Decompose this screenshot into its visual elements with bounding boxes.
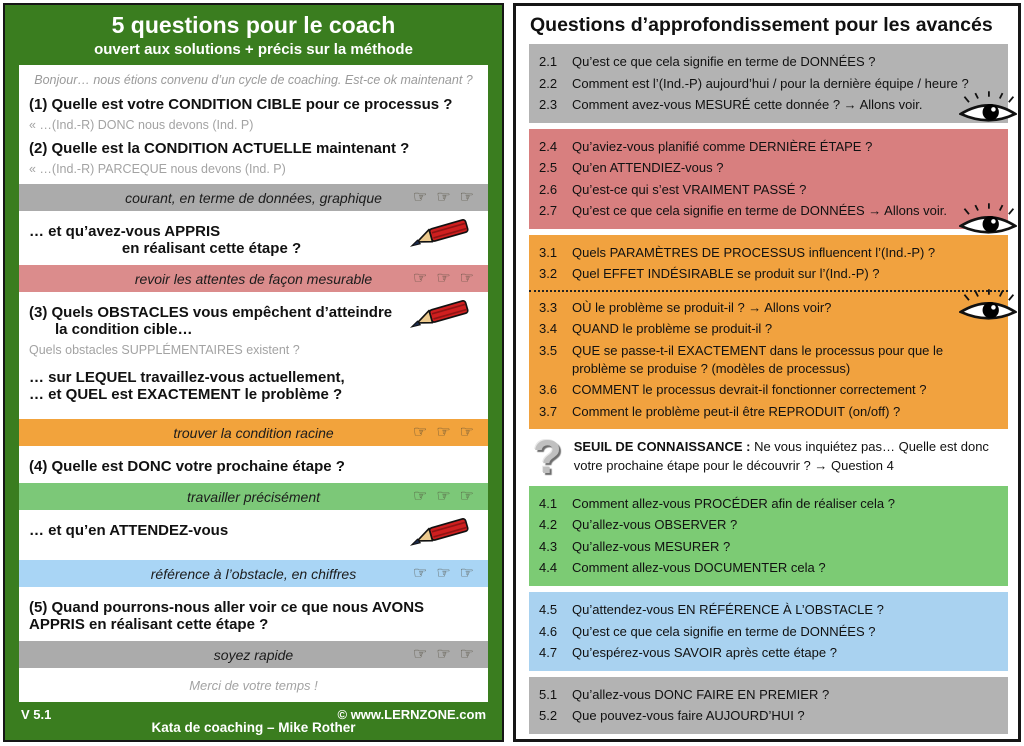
- question-item: [539, 559, 1000, 577]
- red-pencil-icon: [408, 517, 472, 553]
- coach-card-footer: [21, 707, 486, 735]
- question-item: [539, 96, 1000, 114]
- question-text: Qu’aviez-vous planifié comme DERNIÈRE ÉTAPE ?: [572, 138, 873, 154]
- question-number: 4.2: [539, 517, 558, 533]
- question-2-note: « …(Ind.-R) PARCEQUE nous devons (Ind. P): [29, 162, 286, 177]
- question-text: Comment avez-vous MESURÉ cette donnée ? → Allons voir.: [572, 97, 923, 113]
- pointing-hand-icon: ☞: [436, 188, 451, 206]
- advanced-questions-title: Questions d’approfondissement pour les avancés: [530, 14, 993, 36]
- pointing-hand-icon: ☞: [436, 487, 451, 505]
- threshold-text: [574, 435, 1008, 476]
- pointing-hand-icon: ☞: [436, 564, 451, 582]
- question-item: [539, 53, 1000, 71]
- question-number: 5.1: [539, 686, 558, 702]
- hint-bar-label: soyez rapide: [213, 646, 294, 663]
- question-item: [539, 644, 1000, 662]
- block-2-laststep: [529, 129, 1008, 229]
- pointing-hand-icon: ☞: [412, 188, 428, 206]
- hint-bar-reference: [19, 560, 488, 587]
- question-1-note: « …(Ind.-R) DONC nous devons (Ind. P): [29, 118, 254, 133]
- question-number: 4.3: [539, 538, 558, 554]
- coach-card-body: [19, 65, 488, 702]
- question-text: Comment est l’(Ind.-P) aujourd’hui / pour la dernière équipe / heure ?: [572, 75, 969, 91]
- question-mark-icon: ?: [533, 430, 562, 484]
- question-number: 5.2: [539, 708, 558, 724]
- question-item: [539, 138, 1000, 156]
- red-pencil-icon: [408, 218, 472, 254]
- which-obstacle-line2: … et QUEL est EXACTEMENT le problème ?: [29, 386, 343, 404]
- question-number: 3.3: [539, 299, 558, 315]
- question-number: 3.4: [539, 321, 558, 337]
- question-text: Qu’espérez-vous SAVOIR après cette étape ?: [572, 645, 837, 661]
- pointing-hand-icon: ☞: [412, 564, 428, 582]
- question-number: 4.1: [539, 495, 558, 511]
- question-text: Qu’est ce que cela signifie en terme de DONNÉES ?: [572, 623, 876, 639]
- question-which-obstacle: [29, 369, 478, 403]
- which-obstacle-line1: … sur LEQUEL travaillez-vous actuellement,: [29, 369, 345, 387]
- block-5-when: [529, 677, 1008, 734]
- pointing-hand-icon: ☞: [459, 487, 474, 505]
- coach-card-subtitle: ouvert aux solutions + précis sur la méthode: [94, 41, 413, 59]
- block-4-nextstep: [529, 486, 1008, 586]
- question-item: [539, 159, 1000, 177]
- pointing-hand-icon: ☞: [436, 269, 451, 287]
- question-expect-line: … et qu’en ATTENDEZ-vous: [29, 522, 229, 540]
- hint-bar-quick: [19, 641, 488, 668]
- question-number: 2.1: [539, 54, 558, 69]
- question-number: 2.3: [539, 97, 558, 113]
- question-learned: [29, 223, 478, 257]
- question-text: Quel EFFET INDÉSIRABLE se produit sur l’(Ind.-P) ?: [572, 266, 880, 282]
- hint-bar-current: [19, 184, 488, 211]
- advanced-questions-panel: [513, 3, 1021, 742]
- knowledge-threshold-note: [529, 430, 1008, 484]
- pointing-hands-icon: [413, 419, 474, 446]
- block-3-obstacle: [529, 235, 1008, 429]
- question-text: QUAND le problème se produit-il ?: [572, 321, 773, 337]
- pointing-hand-icon: ☞: [459, 188, 474, 206]
- hint-bar-label: trouver la condition racine: [173, 424, 334, 441]
- pointing-hand-icon: ☞: [412, 423, 428, 441]
- question-number: 2.7: [539, 203, 558, 219]
- question-number: 4.4: [539, 560, 558, 576]
- question-number: 3.6: [539, 382, 558, 398]
- question-text: Qu’est-ce qui s’est VRAIMENT PASSÉ ?: [572, 181, 807, 197]
- go-see-eye-icon: [959, 202, 1017, 244]
- block-4-expect: [529, 592, 1008, 671]
- question-text: Qu’est ce que cela signifie en terme de DONNÉES ?: [572, 54, 876, 69]
- coach-card-title: 5 questions pour le coach: [111, 12, 396, 38]
- question-text: Qu’allez-vous MESURER ?: [572, 538, 731, 554]
- question-text: Comment allez-vous PROCÉDER afin de réaliser cela ?: [572, 495, 895, 511]
- question-number: 3.1: [539, 244, 558, 260]
- question-number: 2.6: [539, 181, 558, 197]
- hint-bar-label: travailler précisément: [186, 488, 321, 505]
- pointing-hand-icon: ☞: [459, 645, 474, 663]
- pointing-hands-icon: [413, 641, 474, 668]
- question-text: Qu’est ce que cela signifie en terme de DONNÉES → Allons voir.: [572, 203, 948, 219]
- pointing-hand-icon: ☞: [436, 423, 451, 441]
- pointing-hand-icon: ☞: [412, 645, 428, 663]
- question-item: [539, 601, 1000, 619]
- question-text: Que pouvez-vous faire AUJOURD’HUI ?: [572, 708, 805, 724]
- question-3-note: Quels obstacles SUPPLÉMENTAIRES existent ?: [29, 343, 300, 358]
- question-item: [539, 202, 1000, 220]
- dotted-divider: [529, 290, 1008, 292]
- hint-bar-label: courant, en terme de données, graphique: [125, 189, 382, 206]
- question-learned-line2: en réalisant cette étape ?: [121, 240, 302, 258]
- question-3: [29, 304, 478, 338]
- question-learned-line1: … et qu’avez-vous APPRIS: [29, 223, 221, 241]
- question-text: OÙ le problème se produit-il ? → Allons voir?: [572, 299, 832, 315]
- question-number: 3.2: [539, 266, 558, 282]
- pointing-hand-icon: ☞: [412, 487, 428, 505]
- hint-bar-review: [19, 265, 488, 292]
- question-number: 4.7: [539, 645, 558, 661]
- question-4: (4) Quelle est DONC votre prochaine étape ?: [29, 458, 345, 476]
- pointing-hands-icon: [413, 184, 474, 211]
- question-item: [539, 75, 1000, 93]
- greeting-line: Bonjour… nous étions convenu d’un cycle de coaching. Est-ce ok maintenant ?: [34, 73, 473, 88]
- question-text: Qu’attendez-vous EN RÉFÉRENCE À L’OBSTACLE ?: [572, 602, 884, 618]
- question-number: 2.2: [539, 75, 558, 91]
- pointing-hand-icon: ☞: [459, 564, 474, 582]
- hint-bar-precise: [19, 483, 488, 510]
- block-2-data: [529, 44, 1008, 123]
- pointing-hands-icon: [413, 265, 474, 292]
- question-number: 2.5: [539, 160, 558, 176]
- question-item: [539, 623, 1000, 641]
- question-item: [539, 707, 1000, 725]
- question-item: [539, 181, 1000, 199]
- question-item: [539, 495, 1000, 513]
- hint-bar-label: référence à l’obstacle, en chiffres: [150, 565, 357, 582]
- question-item: [539, 342, 1000, 377]
- question-2: (2) Quelle est la CONDITION ACTUELLE maintenant ?: [29, 140, 410, 158]
- question-item: [539, 403, 1000, 421]
- question-number: 2.4: [539, 138, 558, 154]
- pointing-hand-icon: ☞: [459, 423, 474, 441]
- copyright-label: © www.LERNZONE.com: [337, 707, 486, 722]
- red-pencil-icon: [408, 299, 472, 335]
- hint-bar-root: [19, 419, 488, 446]
- question-number: 4.6: [539, 623, 558, 639]
- pointing-hand-icon: ☞: [459, 269, 474, 287]
- question-text: QUE se passe-t-il EXACTEMENT dans le processus pour que le problème se produise ? (modèles de processus): [572, 343, 944, 376]
- coach-card-panel: [3, 3, 504, 742]
- question-item: [539, 320, 1000, 338]
- question-item: [539, 265, 1000, 283]
- version-label: V 5.1: [21, 707, 52, 722]
- question-expect: [29, 522, 478, 552]
- question-text: Qu’allez-vous DONC FAIRE EN PREMIER ?: [572, 686, 830, 702]
- pointing-hand-icon: ☞: [436, 645, 451, 663]
- question-number: 3.7: [539, 403, 558, 419]
- thanks-line: Merci de votre temps !: [189, 678, 318, 694]
- question-text: Qu’en ATTENDIEZ-vous ?: [572, 160, 724, 176]
- hint-bar-label: revoir les attentes de façon mesurable: [134, 270, 373, 287]
- threshold-label: SEUIL DE CONNAISSANCE :: [573, 439, 751, 455]
- question-3-line1: (3) Quels OBSTACLES vous empêchent d’atteindre: [29, 304, 393, 322]
- threshold-body: Ne vous inquiétez pas… Quelle est donc votre prochaine étape pour le découvrir ? → Question 4: [573, 439, 989, 474]
- question-text: Comment le problème peut-il être REPRODUIT (on/off) ?: [572, 403, 901, 419]
- pointing-hands-icon: [413, 560, 474, 587]
- question-item: [539, 516, 1000, 534]
- question-item: [539, 299, 1000, 317]
- go-see-eye-icon: [959, 90, 1017, 132]
- pointing-hands-icon: [413, 483, 474, 510]
- go-see-eye-icon: [959, 288, 1017, 330]
- question-text: COMMENT le processus devrait-il fonctionner correctement ?: [572, 382, 927, 398]
- question-text: Qu’allez-vous OBSERVER ?: [572, 517, 738, 533]
- question-item: [539, 686, 1000, 704]
- question-item: [539, 538, 1000, 556]
- question-text: Quels PARAMÈTRES DE PROCESSUS influencent l’(Ind.-P) ?: [572, 244, 936, 260]
- question-item: [539, 381, 1000, 399]
- question-number: 3.5: [539, 343, 558, 359]
- question-item: [539, 244, 1000, 262]
- pointing-hand-icon: ☞: [412, 269, 428, 287]
- question-number: 4.5: [539, 602, 558, 618]
- question-5: (5) Quand pourrons-nous aller voir ce que nous AVONS APPRIS en réalisant cette étape ?: [29, 599, 425, 634]
- question-1: (1) Quelle est votre CONDITION CIBLE pour ce processus ?: [29, 96, 453, 114]
- credit-label: Kata de coaching – Mike Rother: [151, 720, 356, 735]
- question-3-line2: la condition cible…: [55, 321, 193, 339]
- question-text: Comment allez-vous DOCUMENTER cela ?: [572, 560, 826, 576]
